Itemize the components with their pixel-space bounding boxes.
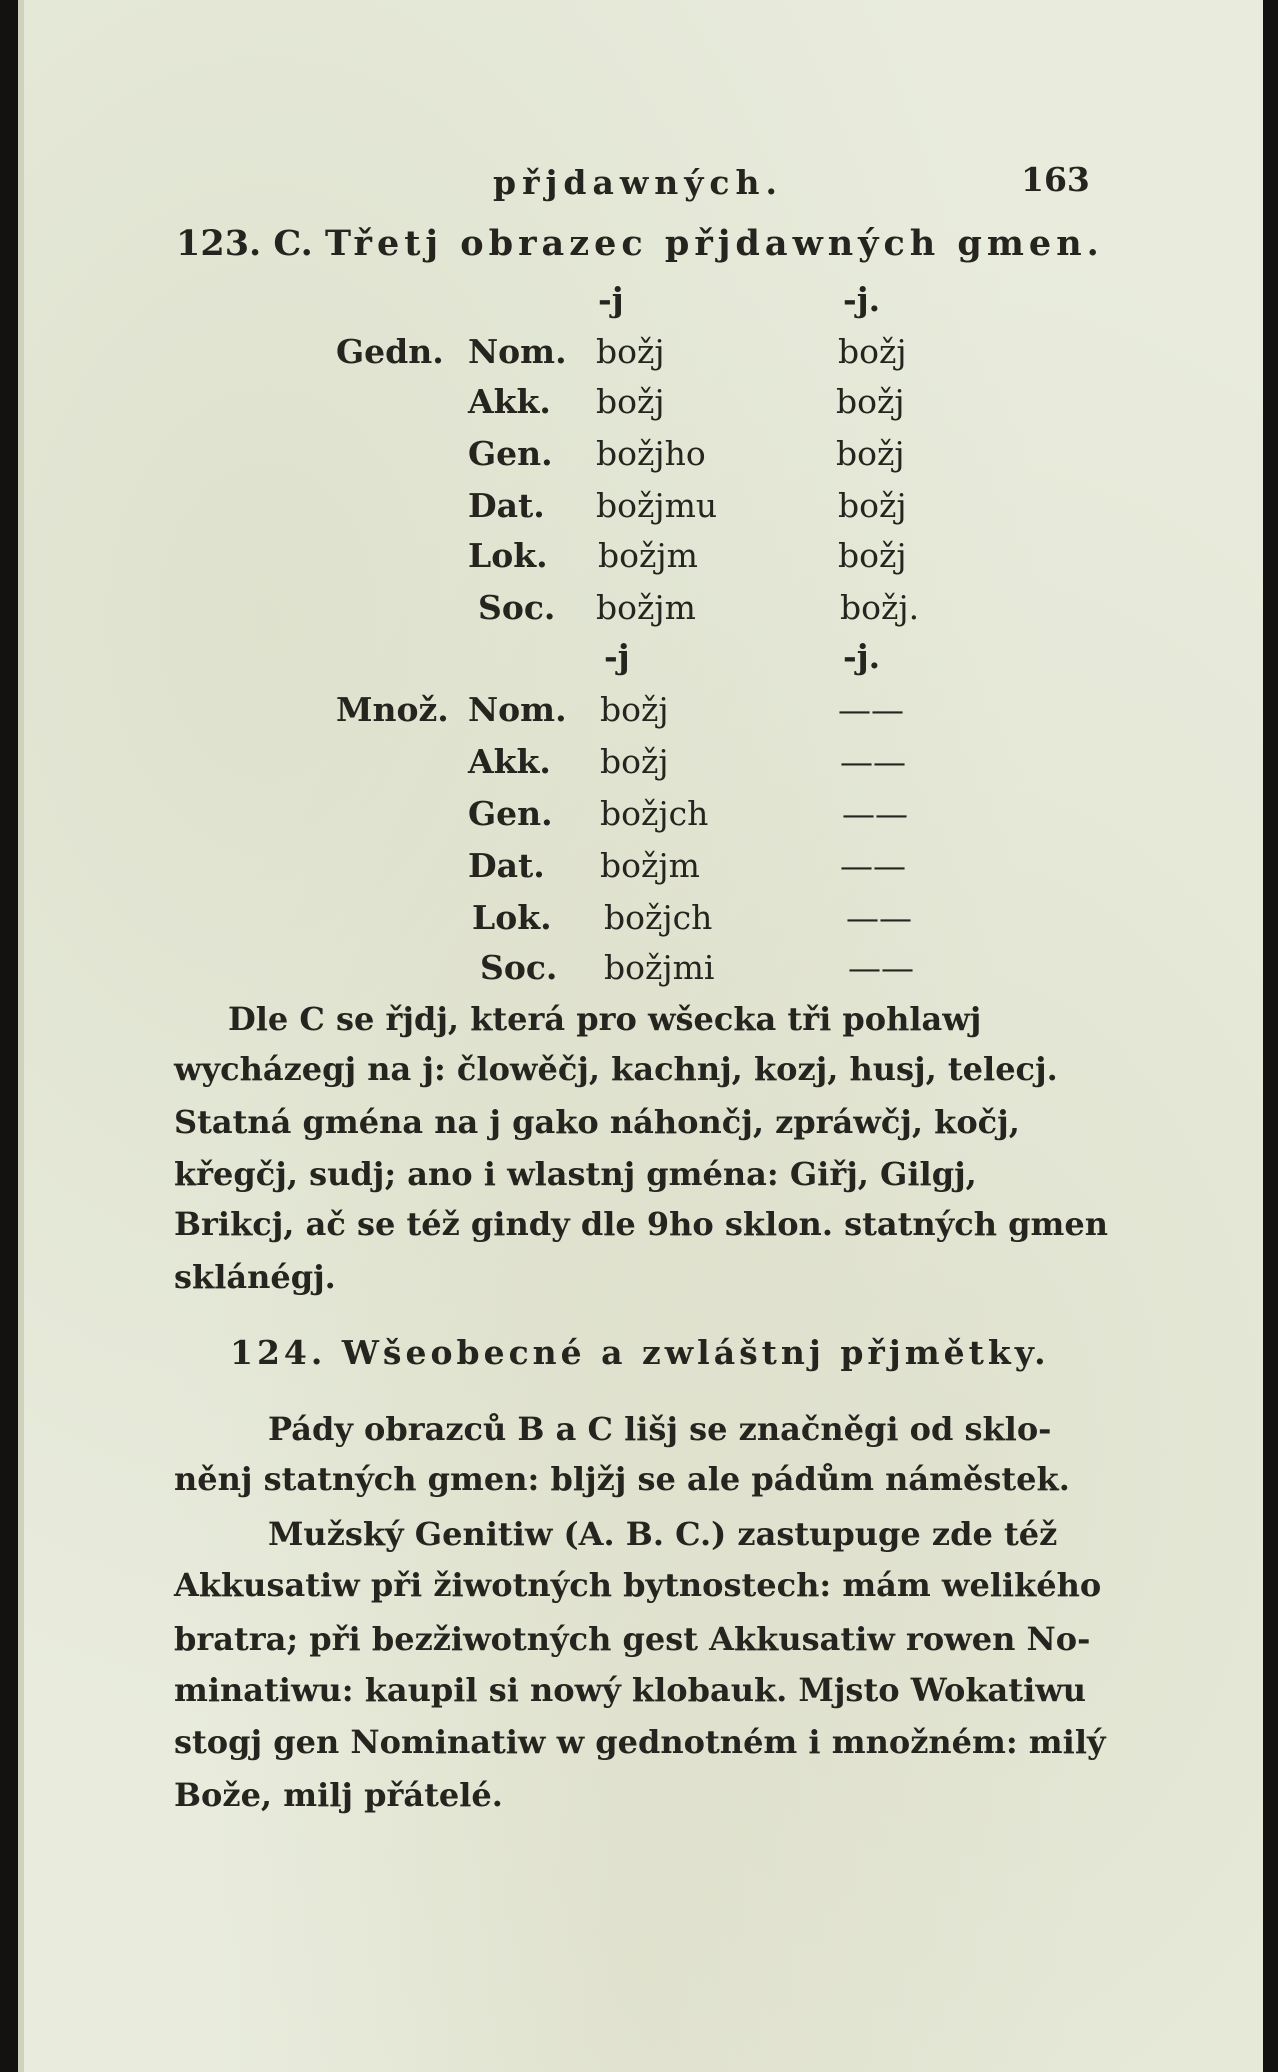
case-form: božjm <box>598 536 698 575</box>
case-form: božjm <box>596 588 696 627</box>
ending-header: -j. <box>843 637 881 676</box>
text-line: Pády obrazců B a C lišj se značněgi od sklo- <box>268 1410 1052 1448</box>
case-form: božj. <box>840 588 920 627</box>
case-form: božj <box>596 382 665 421</box>
case-label: Nom. <box>468 690 567 729</box>
page-edge <box>18 0 24 2072</box>
case-form: božjho <box>596 434 706 473</box>
case-form-empty: —— <box>838 690 904 729</box>
case-label: Dat. <box>468 846 545 885</box>
text-line: Statná gména na j gako náhončj, zpráwčj, kočj, <box>174 1103 1020 1141</box>
case-label: Gen. <box>468 794 553 833</box>
text-line: Dle C se řjdj, která pro wšecka tři pohlawj <box>228 1000 982 1038</box>
case-form: božj <box>836 434 905 473</box>
case-form-empty: —— <box>840 742 906 781</box>
section-number: 123. C. <box>176 223 313 264</box>
ending-header: -j <box>604 637 630 676</box>
case-label: Nom. <box>468 332 567 371</box>
book-page <box>18 0 1263 2072</box>
case-form: božjch <box>604 898 713 937</box>
text-line: bratra; při bezžiwotných gest Akkusatiw rowen No- <box>174 1620 1091 1658</box>
case-label: Gen. <box>468 434 553 473</box>
case-form: božj <box>838 486 907 525</box>
text-line: stogj gen Nominatiw w gednotném i množném: milý <box>174 1723 1106 1761</box>
text-line: něnj statných gmen: bljžj se ale pádům náměstek. <box>174 1460 1070 1498</box>
case-form-empty: —— <box>848 948 914 987</box>
case-label: Akk. <box>468 742 551 781</box>
section-heading-123 <box>176 223 1104 264</box>
text-line: Bože, milj přátelé. <box>174 1776 503 1814</box>
case-form-empty: —— <box>846 898 912 937</box>
case-form: božjmi <box>604 948 715 987</box>
case-form: božj <box>838 536 907 575</box>
page-number: 163 <box>1021 160 1090 199</box>
case-form: božj <box>836 382 905 421</box>
case-form: božjmu <box>596 486 718 525</box>
text-line: Akkusatiw při žiwotných bytnostech: mám welikého <box>174 1566 1102 1604</box>
section-title: Třetj obrazec přjdawných gmen. <box>325 223 1104 264</box>
case-form-empty: —— <box>840 846 906 885</box>
ending-header: -j <box>598 280 624 319</box>
case-form: božjm <box>600 846 700 885</box>
case-form-empty: —— <box>842 794 908 833</box>
text-line: Brikcj, ač se též gindy dle 9ho sklon. statných gmen <box>174 1205 1109 1243</box>
number-label-plural: Množ. <box>336 690 449 729</box>
case-label: Lok. <box>468 536 548 575</box>
section-heading-124: 124. Wšeobecné a zwláštnj přjmětky. <box>230 1333 1050 1372</box>
case-form: božj <box>596 332 665 371</box>
text-line: minatiwu: kaupil si nowý klobauk. Mjsto Wokatiwu <box>174 1671 1087 1709</box>
ending-header: -j. <box>843 280 881 319</box>
case-form: božj <box>600 690 669 729</box>
case-form: božj <box>600 742 669 781</box>
case-form: božj <box>838 332 907 371</box>
text-line: křegčj, sudj; ano i wlastnj gména: Giřj, Gilgj, <box>174 1155 977 1193</box>
text-line: sklánégj. <box>174 1258 336 1296</box>
number-label-singular: Gedn. <box>336 332 444 371</box>
case-label: Dat. <box>468 486 545 525</box>
text-line: Mužský Genitiw (A. B. C.) zastupuge zde též <box>268 1515 1058 1553</box>
case-label: Lok. <box>472 898 552 937</box>
case-label: Akk. <box>468 382 551 421</box>
case-label: Soc. <box>480 948 558 987</box>
running-header: přjdawných. <box>493 163 784 202</box>
case-form: božjch <box>600 794 709 833</box>
text-line: wycházegj na j: člowěčj, kachnj, kozj, husj, telecj. <box>174 1050 1058 1088</box>
case-label: Soc. <box>478 588 556 627</box>
